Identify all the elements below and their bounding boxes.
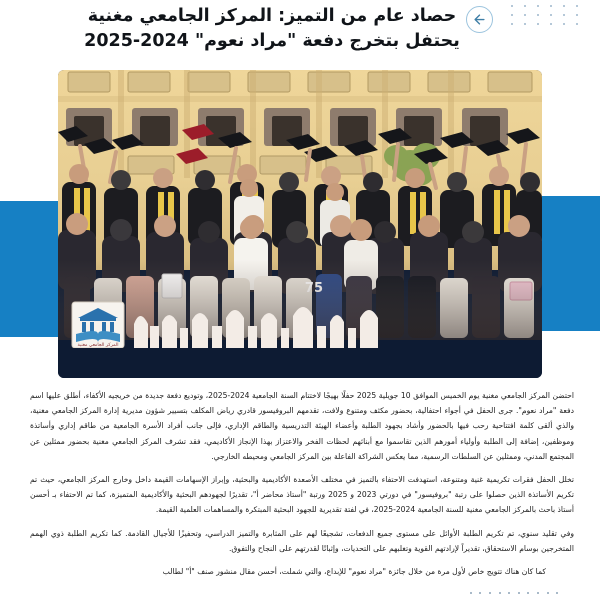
dot: [563, 5, 565, 7]
dot: [511, 23, 513, 25]
dot: [537, 592, 539, 594]
accent-bar-right: [542, 196, 600, 331]
graduation-ceremony-image: [58, 70, 542, 378]
page-title-line-1: حصاد عام من التميز: المركز الجامعي مغنية: [87, 6, 457, 26]
page-header: [0, 0, 600, 62]
dot: [537, 23, 539, 25]
dot: [576, 5, 578, 7]
dot: [518, 592, 520, 594]
page-title: [62, 4, 482, 54]
dot: [479, 592, 481, 594]
dot: [556, 592, 558, 594]
dot: [537, 5, 539, 7]
dot: [511, 14, 513, 16]
dot: [537, 14, 539, 16]
dot: [550, 23, 552, 25]
hero-photo: [58, 70, 542, 378]
dot: [527, 592, 529, 594]
dot: [499, 592, 501, 594]
dot: [524, 5, 526, 7]
article-body: [30, 388, 574, 587]
dot: [470, 592, 472, 594]
back-button[interactable]: [466, 6, 493, 33]
dot: [563, 14, 565, 16]
dot: [508, 592, 510, 594]
dot: [524, 14, 526, 16]
article-paragraph-2: تخلل الحفل فقرات تكريمية غنية ومتنوعة، استهدفت الاحتفاء بالتميز في مختلف الأصعدة الأكاديمية والبحثية، وإبراز الإسهامات القيمة داخل وخارج المركز الجامعي، حيث تم تكريم الأساتذة الذين حصلوا على رتبة "بروفيسور" في دورتي 2023 و 2025 ورتبة "أستاذ محاضر أ"، تقديرًا لجهودهم البحثية والأكاديمية المتميزة، كما تم الاحتفاء بـ أحسن أستاذ باحث بالمركز الجامعي مغنية للسنة الجامعية 2024-2025، في لفتة تقديرية للجهود البحثية المبتكرة والمساهمات العلمية القيمة.: [30, 475, 575, 515]
article-paragraph-4: كما كان هناك تتويج خاص لأول مرة من خلال جائزة "مراد نعوم" للإبداع، والتي شملت، أحسن مقال منشور صنف "أ" لطالب: [162, 567, 546, 577]
decorative-dot-grid-top: [505, 2, 583, 28]
dot: [550, 5, 552, 7]
decorative-dot-grid-bottom: [466, 588, 562, 598]
dot: [489, 592, 491, 594]
article-paragraph-1: احتضن المركز الجامعي مغنية يوم الخميس الموافق 10 جويلية 2025 حفلًا بهيجًا لاختتام السنة الجامعية 2024-2025، وتوديع دفعة جديدة من خريجيه الأكفاء، أطلق عليها اسم دفعة "مراد نعوم". جرى الحفل في أجواء احتفالية، بحضور مكثف ومتنوع ولافت، تقدمهم البروفيسور قادري رياض المكلف بتسيير شؤون مديرية إدارة المركز الجامعي مغنية، والذي ألقى كلمة افتتاحية رحب فيها بالحضور وأشاد بجهود الطلبة وأعضاء الهيئة التدريسية والطاقم الإداري، فإلى جانب أفراد الأسرة الجامعية من طاقم إداري وأساتذة وموظفين، إضافة إلى الطلبة وأولياء أمورهم الذين تقاسموا مع أبنائهم لحظات الفخر والاعتزاز بهذا الإنجاز الأكاديمي، فقد تشرف المركز الجامعي مغنية بحضور ممثلين عن المجتمع المدني، وممثلين عن السلطات الرسمية، مما يعكس الشراكة الفاعلة بين المركز الجامعي ومحيطه الخارجي.: [30, 391, 574, 461]
article-paragraph-3: وفي تقليد سنوي، تم تكريم الطلبة الأوائل على مستوى جميع الدفعات، تشجيعًا لهم على المثابرة والتميز الدراسي، وتحفيزًا للأجيال القادمة. كما تكريم الطلبة ذوي الهمم المتخرجين بوسام الاستحقاق، تقديراً لإرادتهم القوية وتغلبهم على التحديات، وإثباتًا لقدرتهم على النجاح والتفوق.: [30, 528, 574, 553]
accent-bar-left: [0, 201, 58, 337]
arrow-left-icon: [472, 12, 487, 27]
dot: [550, 14, 552, 16]
svg-text:المركز الجامعي مغنية: المركز الجامعي مغنية: [77, 343, 119, 348]
dot: [576, 14, 578, 16]
dot: [576, 23, 578, 25]
dot: [563, 23, 565, 25]
dot: [524, 23, 526, 25]
page-title-line-2: يحتفل بتخرج دفعة "مراد نعوم" 2024-2025: [84, 31, 460, 51]
dot: [547, 592, 549, 594]
dot: [511, 5, 513, 7]
